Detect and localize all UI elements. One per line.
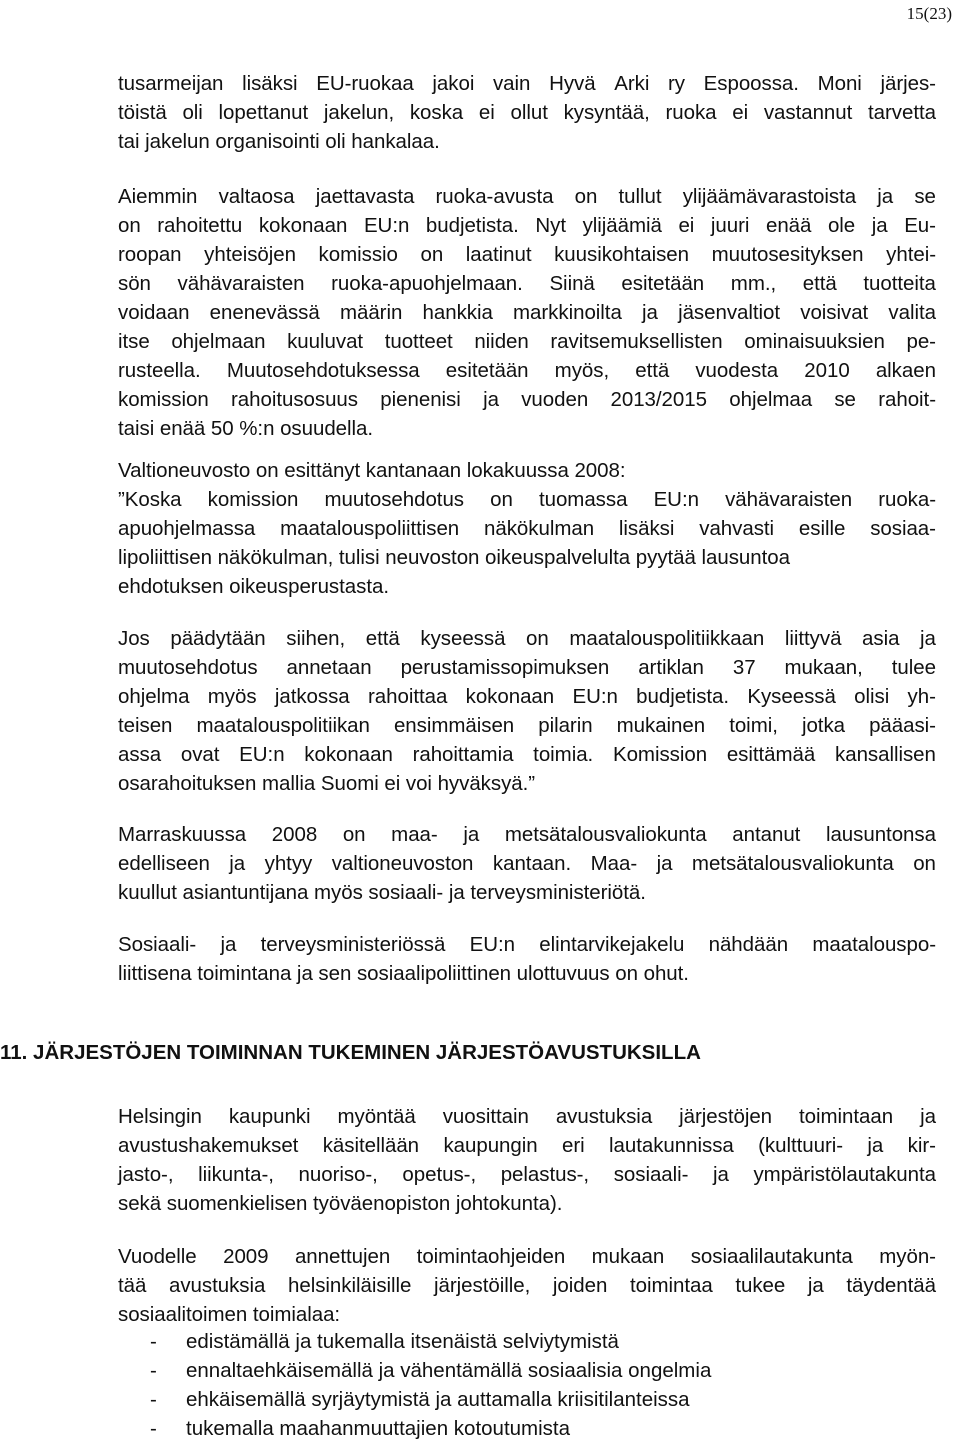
list-item — [118, 1327, 936, 1356]
paragraph — [118, 820, 936, 907]
paragraph — [118, 69, 936, 156]
text-line: lipoliittisen näkökulman, tulisi neuvoston oikeuspalvelulta pyytää lausuntoa — [118, 546, 790, 569]
bullet-list — [118, 1327, 936, 1443]
text-line: liittisena toimintana ja sen sosiaalipoliittinen ulottuvuus on ohut. — [118, 962, 689, 985]
text-line: sosiaalitoimen toimialaa: — [118, 1303, 341, 1326]
text-line: Sosiaali- ja terveysministeriössä EU:n elintarvikejakelu nähdään maatalouspo- — [118, 933, 936, 956]
text-line: muutosehdotus annetaan perustamissopimuksen artiklan 37 mukaan, tulee — [118, 656, 936, 679]
text-line: Aiemmin valtaosa jaettavasta ruoka-avusta on tullut ylijäämävarastoista ja se — [118, 185, 936, 208]
text-line: ehdotuksen oikeusperustasta. — [118, 575, 389, 598]
text-line: tää avustuksia helsinkiläisille järjestöille, joiden toimintaa tukee ja täydentää — [118, 1274, 936, 1297]
bullet-dash: - — [150, 1388, 157, 1411]
text-line: avustushakemukset käsitellään kaupungin eri lautakunnissa (kulttuuri- ja kir- — [118, 1134, 936, 1157]
text-line: voidaan enenevässä määrin hankkia markkinoilta ja jäsenvaltiot voisivat valita — [118, 301, 936, 324]
text-line: taisi enää 50 %:n osuudella. — [118, 417, 374, 440]
section-heading: 11. JÄRJESTÖJEN TOIMINNAN TUKEMINEN JÄRJESTÖAVUSTUKSILLA — [0, 1041, 701, 1064]
paragraph — [118, 1242, 936, 1329]
list-item — [118, 1414, 936, 1443]
text-line: rusteella. Muutosehdotuksessa esitetään myös, että vuodesta 2010 alkaen — [118, 359, 936, 382]
text-line: on rahoitettu kokonaan EU:n budjetista. Nyt ylijäämiä ei juuri enää ole ja Eu- — [118, 214, 936, 237]
text-line: edelliseen ja yhtyy valtioneuvoston kantaan. Maa- ja metsätalousvaliokunta on — [118, 852, 936, 875]
text-line: roopan yhteisöjen komissio on laatinut kuusikohtaisen muutosesityksen yhtei- — [118, 243, 936, 266]
paragraph — [118, 182, 936, 443]
list-item — [118, 1356, 936, 1385]
text-line: itse ohjelmaan kuuluvat tuotteet niiden ravitsemuksellisten ominaisuuksien pe- — [118, 330, 936, 353]
text-line: sekä suomenkielisen työväenopiston johtokunta). — [118, 1192, 563, 1215]
text-line: apuohjelmassa maatalouspoliittisen näkökulman lisäksi vahvasti esille sosiaa- — [118, 517, 936, 540]
page-number: 15(23) — [906, 4, 952, 23]
text-line: kuullut asiantuntijana myös sosiaali- ja terveysministeriötä. — [118, 881, 646, 904]
text-line: ”Koska komission muutosehdotus on tuomassa EU:n vähävaraisten ruoka- — [118, 488, 936, 511]
text-line: tusarmeijan lisäksi EU-ruokaa jakoi vain Hyvä Arki ry Espoossa. Moni järjes- — [118, 72, 936, 95]
list-item — [118, 1385, 936, 1414]
text-line: jasto-, liikunta-, nuoriso-, opetus-, pelastus-, sosiaali- ja ympäristölautakunta — [118, 1163, 936, 1186]
text-line: Helsingin kaupunki myöntää vuosittain avustuksia järjestöjen toimintaan ja — [118, 1105, 936, 1128]
paragraph — [118, 624, 936, 798]
bullet-dash: - — [150, 1417, 157, 1440]
text-line: ohjelma myös jatkossa rahoittaa kokonaan EU:n budjetista. Kyseessä olisi yh- — [118, 685, 936, 708]
text-line: Marraskuussa 2008 on maa- ja metsätalousvaliokunta antanut lausuntonsa — [118, 823, 936, 846]
text-line: teisen maatalouspolitiikan ensimmäisen pilarin mukainen toimi, jotka pääasi- — [118, 714, 936, 737]
text-line: Valtioneuvosto on esittänyt kantanaan lokakuussa 2008: — [118, 459, 626, 482]
bullet-dash: - — [150, 1330, 157, 1353]
list-item-text: ennaltaehkäisemällä ja vähentämällä sosiaalisia ongelmia — [186, 1359, 712, 1382]
text-line: komission rahoitusosuus pienenisi ja vuoden 2013/2015 ohjelmaa se rahoit- — [118, 388, 936, 411]
text-line: assa ovat EU:n kokonaan rahoittamia toimia. Komission esittämää kansallisen — [118, 743, 936, 766]
text-line: Jos päädytään siihen, että kyseessä on maatalouspolitiikkaan liittyvä asia ja — [118, 627, 936, 650]
list-item-text: ehkäisemällä syrjäytymistä ja auttamalla kriisitilanteissa — [186, 1388, 690, 1411]
paragraph — [118, 456, 936, 601]
list-item-text: tukemalla maahanmuuttajien kotoutumista — [186, 1417, 571, 1440]
text-line: tai jakelun organisointi oli hankalaa. — [118, 130, 440, 153]
paragraph — [118, 1102, 936, 1218]
list-item-text: edistämällä ja tukemalla itsenäistä selviytymistä — [186, 1330, 619, 1353]
text-line: Vuodelle 2009 annettujen toimintaohjeiden mukaan sosiaalilautakunta myön- — [118, 1245, 936, 1268]
text-line: osarahoituksen mallia Suomi ei voi hyväksyä.” — [118, 772, 536, 795]
bullet-dash: - — [150, 1359, 157, 1382]
text-line: töistä oli lopettanut jakelun, koska ei ollut kysyntää, ruoka ei vastannut tarvetta — [118, 101, 936, 124]
text-line: sön vähävaraisten ruoka-apuohjelmaan. Siinä esitetään mm., että tuotteita — [118, 272, 936, 295]
paragraph — [118, 930, 936, 988]
